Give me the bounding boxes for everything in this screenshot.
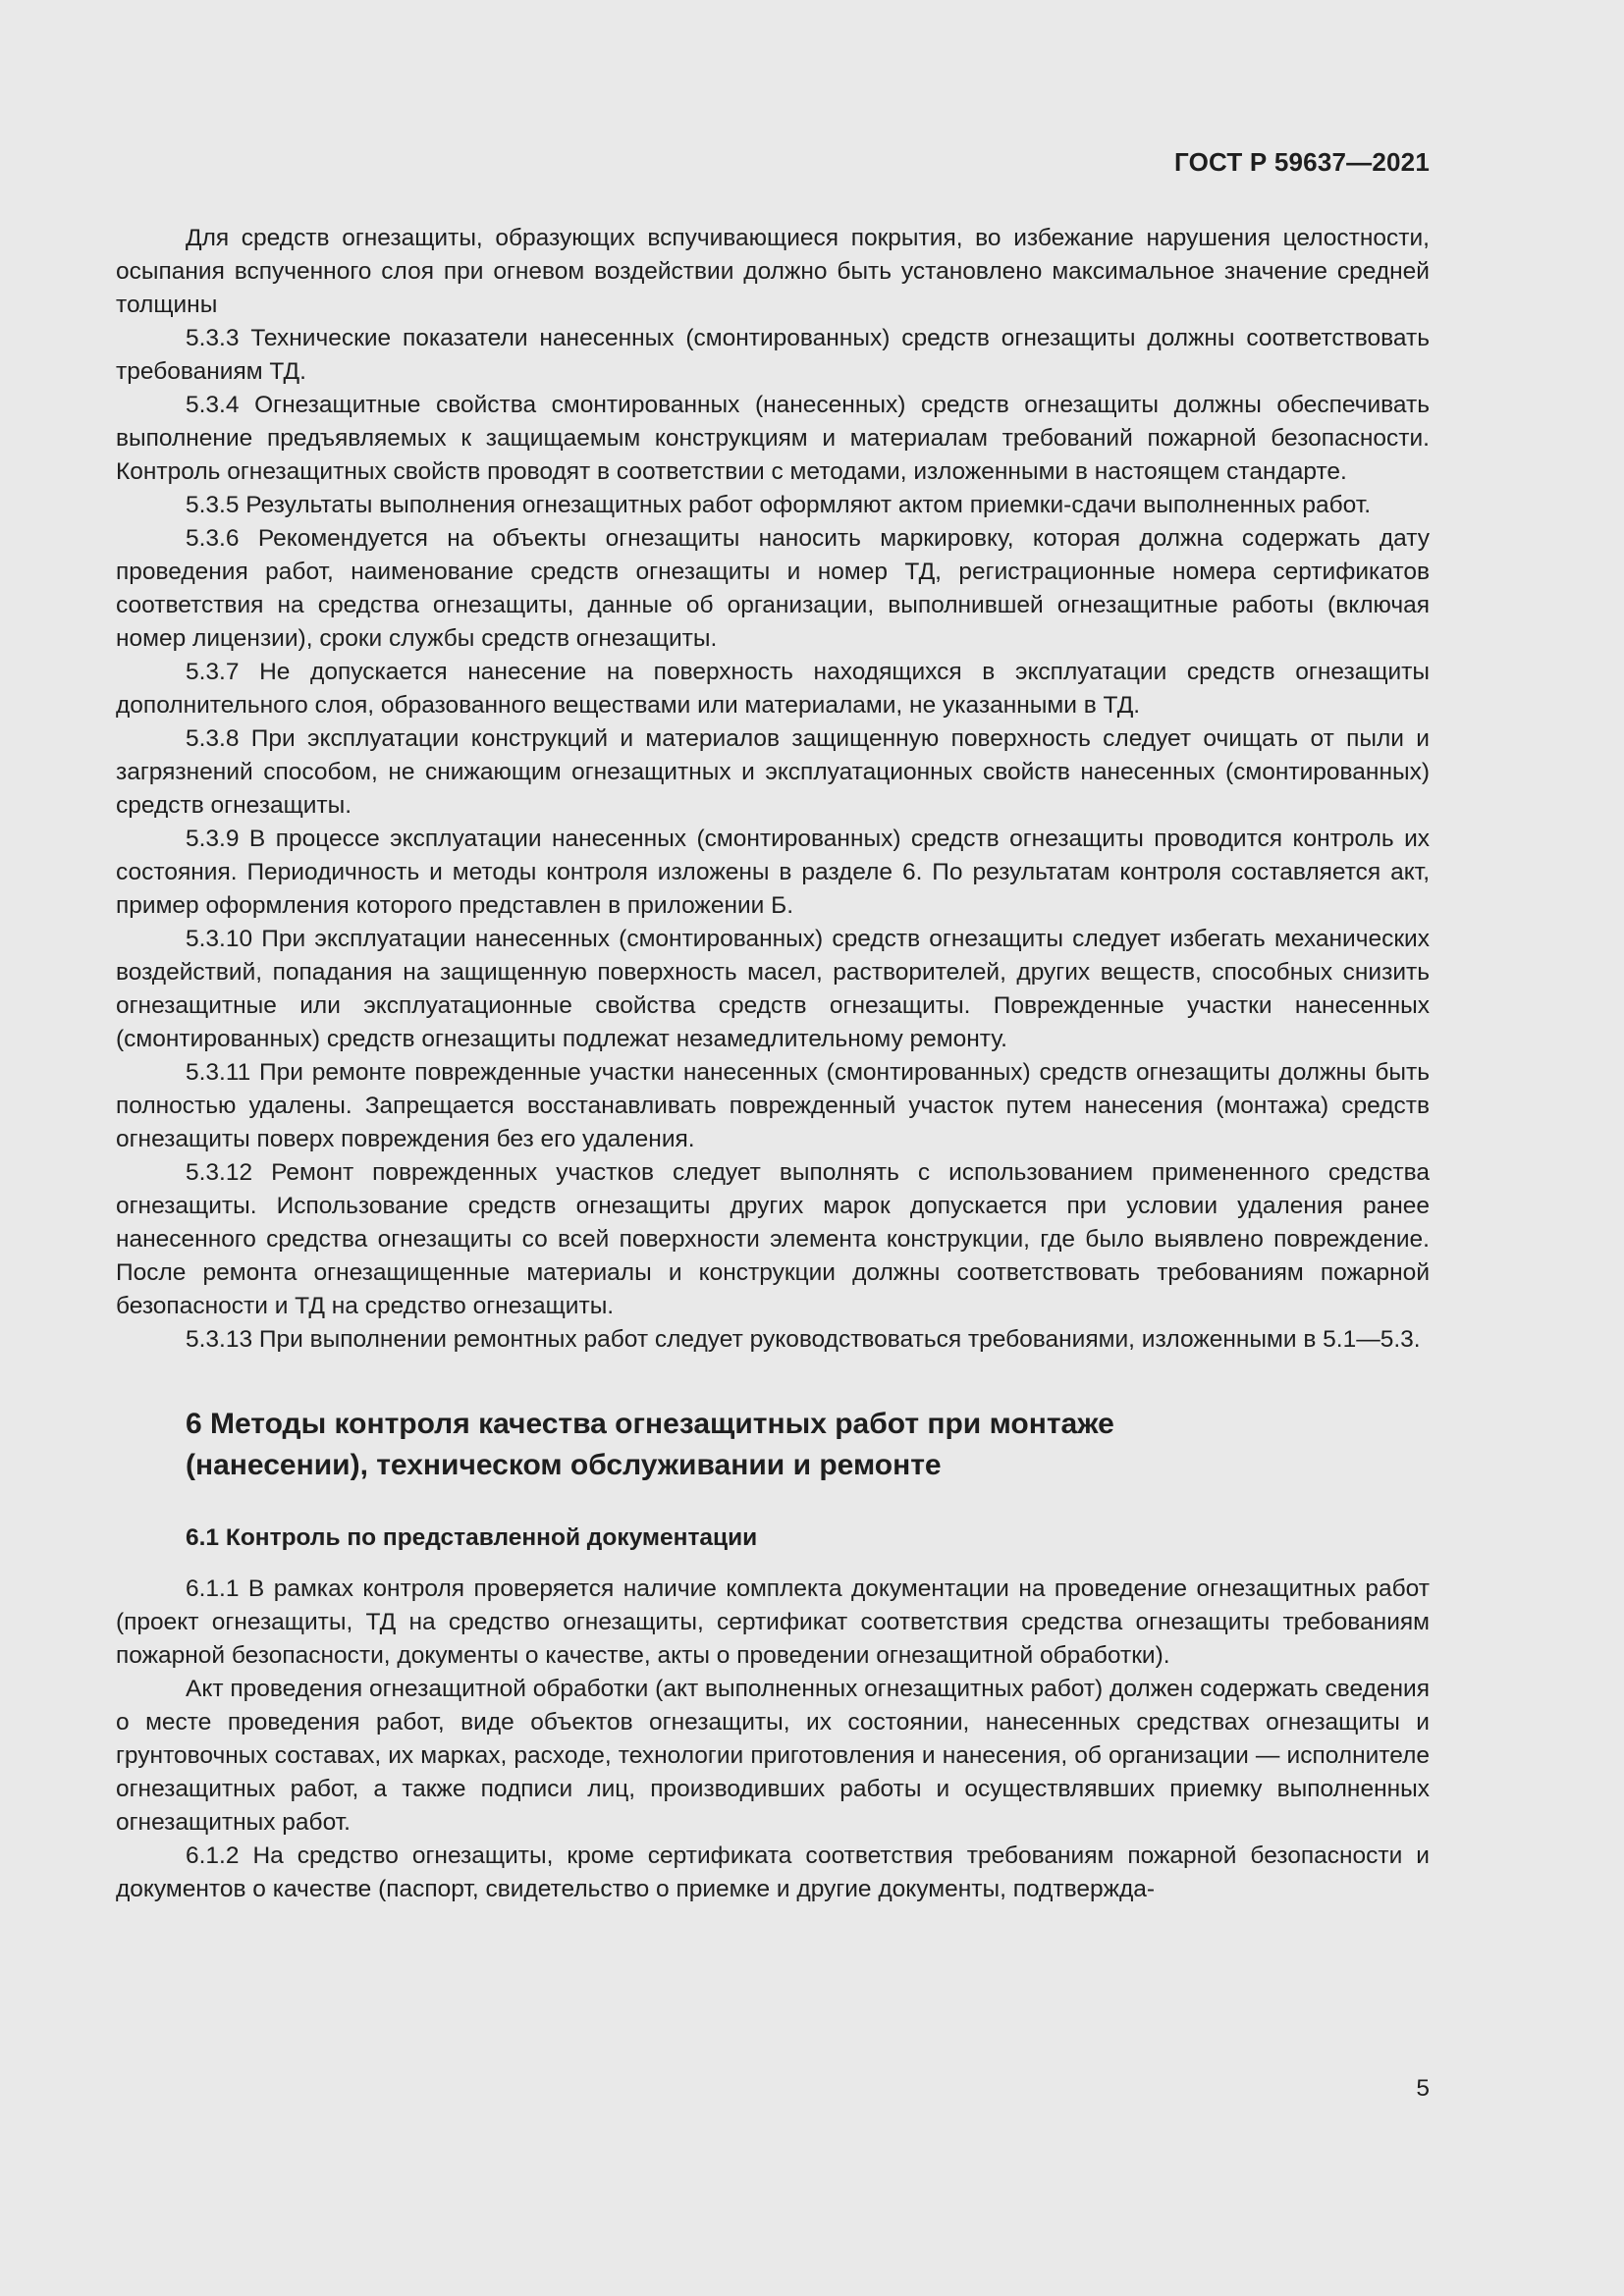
paragraph-5-3-4: 5.3.4 Огнезащитные свойства смонтированных (нанесенных) средств огнезащиты должны обеспечивать выполнение предъявляемых к защищаемым конструкциям и материалам требований пожарной безопасности. Контроль огнезащитных свойств проводят в соответствии с методами, изложенными в настоящем стандарте.	[116, 392, 1430, 485]
document-code-header: ГОСТ Р 59637—2021	[1174, 147, 1430, 177]
paragraph-act-content: Акт проведения огнезащитной обработки (акт выполненных огнезащитных работ) должен содержать сведения о месте проведения работ, виде объектов огнезащиты, их состоянии, нанесенных средствах огнезащиты и грунтовочных составах, их марках, расходе, технологии приготовления и нанесения, об организации — исполнителе огнезащитных работ, а также подписи лиц, производивших работы и осуществлявших приемку выполненных огнезащитных работ.	[116, 1676, 1430, 1836]
paragraph-5-3-8: 5.3.8 При эксплуатации конструкций и материалов защищенную поверхность следует очищать от пыли и загрязнений способом, не снижающим огнезащитных и эксплуатационных свойств нанесенных (смонтированных) средств огнезащиты.	[116, 725, 1430, 819]
paragraph-5-3-5: 5.3.5 Результаты выполнения огнезащитных работ оформляют актом приемки-сдачи выполненных работ.	[186, 492, 1372, 518]
page-number: 5	[1416, 2075, 1430, 2102]
paragraph-5-3-13: 5.3.13 При выполнении ремонтных работ следует руководствоваться требованиями, изложенными в 5.1—5.3.	[186, 1326, 1421, 1353]
section-6-heading: 6 Методы контроля качества огнезащитных работ при монтаже (нанесении), техническом обслуживании и ремонте	[186, 1408, 1114, 1481]
paragraph-6-1-2: 6.1.2 На средство огнезащиты, кроме сертификата соответствия требованиям пожарной безопасности и документов о качестве (паспорт, свидетельство о приемке и другие документы, подтвержда-	[116, 1842, 1430, 1902]
subsection-6-1-heading: 6.1 Контроль по представленной документации	[186, 1524, 758, 1551]
paragraph-5-3-12: 5.3.12 Ремонт поврежденных участков следует выполнять с использованием примененного средства огнезащиты. Использование средств огнезащиты других марок допускается при условии удаления ранее нанесенного средства огнезащиты со всей поверхности элемента конструкции, где было выявлено повреждение. После ремонта огнезащищенные материалы и конструкции должны соответствовать требованиям пожарной безопасности и ТД на средство огнезащиты.	[116, 1159, 1430, 1319]
paragraph-5-3-3: 5.3.3 Технические показатели нанесенных (смонтированных) средств огнезащиты должны соответствовать требованиям ТД.	[116, 325, 1430, 385]
paragraph-5-3-6: 5.3.6 Рекомендуется на объекты огнезащиты наносить маркировку, которая должна содержать дату проведения работ, наименование средств огнезащиты и номер ТД, регистрационные номера сертификатов соответствия на средства огнезащиты, данные об организации, выполнившей огнезащитные работы (включая номер лицензии), сроки службы средств огнезащиты.	[116, 525, 1430, 652]
document-body	[116, 222, 1430, 1906]
paragraph-5-3-11: 5.3.11 При ремонте поврежденные участки нанесенных (смонтированных) средств огнезащиты должны быть полностью удалены. Запрещается восстанавливать поврежденный участок путем нанесения (монтажа) средств огнезащиты поверх повреждения без его удаления.	[116, 1059, 1430, 1152]
paragraph-6-1-1: 6.1.1 В рамках контроля проверяется наличие комплекта документации на проведение огнезащитных работ (проект огнезащиты, ТД на средство огнезащиты, сертификат соответствия средства огнезащиты требованиям пожарной безопасности, документы о качестве, акты о проведении огнезащитной обработки).	[116, 1575, 1430, 1669]
paragraph-5-3-7: 5.3.7 Не допускается нанесение на поверхность находящихся в эксплуатации средств огнезащиты дополнительного слоя, образованного веществами или материалами, не указанными в ТД.	[116, 659, 1430, 719]
paragraph-5-3-10: 5.3.10 При эксплуатации нанесенных (смонтированных) средств огнезащиты следует избегать механических воздействий, попадания на защищенную поверхность масел, растворителей, других веществ, способных снизить огнезащитные или эксплуатационные свойства средств огнезащиты. Поврежденные участки нанесенных (смонтированных) средств огнезащиты подлежат незамедлительному ремонту.	[116, 926, 1430, 1052]
paragraph-5-3-9: 5.3.9 В процессе эксплуатации нанесенных (смонтированных) средств огнезащиты проводится контроль их состояния. Периодичность и методы контроля изложены в разделе 6. По результатам контроля составляется акт, пример оформления которого представлен в приложении Б.	[116, 826, 1430, 919]
paragraph-max-thickness: Для средств огнезащиты, образующих вспучивающиеся покрытия, во избежание нарушения целостности, осыпания вспученного слоя при огневом воздействии должно быть установлено максимальное значение средней толщины	[116, 225, 1430, 318]
